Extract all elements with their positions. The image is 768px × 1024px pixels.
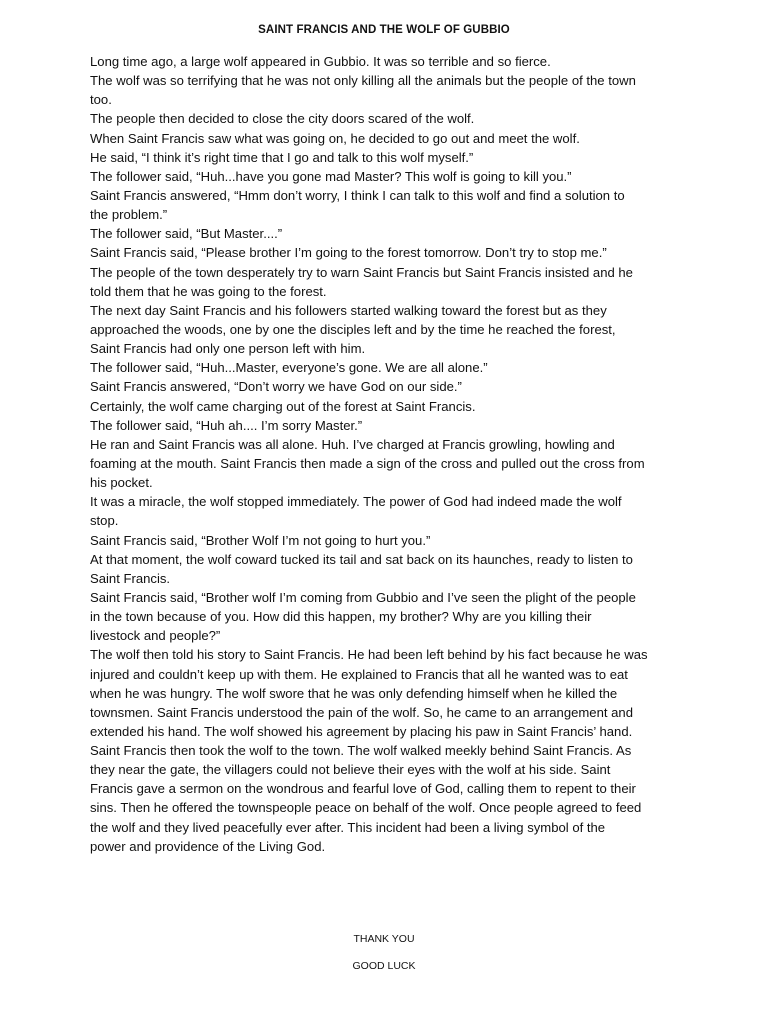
text-line: The follower said, “Huh...Master, everyone’s gone. We are all alone.” (90, 360, 488, 376)
text-line: when he was hungry. The wolf swore that he was only defending himself when he killed the (90, 685, 618, 701)
text-line: Francis gave a sermon on the wondrous and fearful love of God, calling them to repent to their (90, 781, 636, 797)
text-line: townsmen. Saint Francis understood the pain of the wolf. So, he came to an arrangement and (90, 704, 633, 720)
text-line: they near the gate, the villagers could not believe their eyes with the wolf at his side. Saint (90, 762, 611, 778)
closing-good-luck: GOOD LUCK (352, 960, 416, 972)
text-line: the problem.” (90, 207, 168, 223)
text-line: Long time ago, a large wolf appeared in Gubbio. It was so terrible and so fierce. (90, 54, 551, 69)
text-line: too. (90, 92, 112, 108)
text-line: sins. Then he offered the townspeople peace on behalf of the wolf. Once people agreed to feed (90, 800, 642, 816)
text-line: When Saint Francis saw what was going on, he decided to go out and meet the wolf. (90, 130, 580, 146)
text-line: his pocket. (90, 475, 153, 491)
text-line: Saint Francis answered, “Don’t worry we have God on our side.” (90, 379, 462, 395)
text-line: Saint Francis said, “Please brother I’m going to the forest tomorrow. Don’t try to stop me.” (90, 245, 607, 261)
text-line: Saint Francis. (90, 570, 171, 586)
text-line: livestock and people?” (90, 628, 221, 644)
document-title: SAINT FRANCIS AND THE WOLF OF GUBBIO (258, 24, 510, 36)
text-line: told them that he was going to the forest. (90, 283, 327, 299)
text-line: extended his hand. The wolf showed his agreement by placing his paw in Saint Francis’ hand. (90, 723, 633, 739)
text-line: The follower said, “Huh ah.... I’m sorry Master.” (90, 417, 363, 433)
text-line: foaming at the mouth. Saint Francis then made a sign of the cross and pulled out the cross from (90, 455, 645, 471)
text-line: power and providence of the Living God. (90, 838, 326, 854)
text-line: The wolf then told his story to Saint Francis. He had been left behind by his fact because he was (90, 647, 648, 663)
text-line: He said, “I think it’s right time that I go and talk to this wolf myself.” (90, 149, 474, 165)
text-line: Saint Francis then took the wolf to the town. The wolf walked meekly behind Saint Francis. As (90, 743, 632, 759)
text-line: injured and couldn’t keep up with them. He explained to Francis that all he wanted was to eat (90, 666, 628, 682)
text-line: Certainly, the wolf came charging out of the forest at Saint Francis. (90, 398, 476, 414)
text-line: approached the woods, one by one the disciples left and by the time he reached the forest, (90, 321, 616, 337)
text-line: The next day Saint Francis and his followers started walking toward the forest but as they (90, 302, 607, 318)
text-line: Saint Francis said, “Brother Wolf I’m not going to hurt you.” (90, 532, 431, 548)
text-line: He ran and Saint Francis was all alone. Huh. I’ve charged at Francis growling, howling and (90, 436, 615, 452)
text-line: The follower said, “But Master....” (90, 226, 283, 242)
text-line: The people then decided to close the city doors scared of the wolf. (90, 111, 475, 127)
text-line: the wolf and they lived peacefully ever after. This incident had been a living symbol of the (90, 819, 606, 835)
story-body (90, 52, 690, 856)
text-line: It was a miracle, the wolf stopped immediately. The power of God had indeed made the wolf (90, 494, 622, 510)
closing-thank-you: THANK YOU (353, 933, 415, 945)
text-line: The wolf was so terrifying that he was not only killing all the animals but the people of the town (90, 73, 636, 89)
text-line: Saint Francis answered, “Hmm don’t worry, I think I can talk to this wolf and find a solution to (90, 187, 625, 203)
text-line: stop. (90, 513, 119, 529)
text-line: At that moment, the wolf coward tucked its tail and sat back on its haunches, ready to listen to (90, 551, 633, 567)
text-line: The people of the town desperately try to warn Saint Francis but Saint Francis insisted and he (90, 264, 633, 280)
text-line: in the town because of you. How did this happen, my brother? Why are you killing their (90, 609, 592, 625)
text-line: Saint Francis said, “Brother wolf I’m coming from Gubbio and I’ve seen the plight of the people (90, 589, 636, 605)
text-line: The follower said, “Huh...have you gone mad Master? This wolf is going to kill you.” (90, 168, 572, 184)
text-line: Saint Francis had only one person left with him. (90, 341, 366, 357)
